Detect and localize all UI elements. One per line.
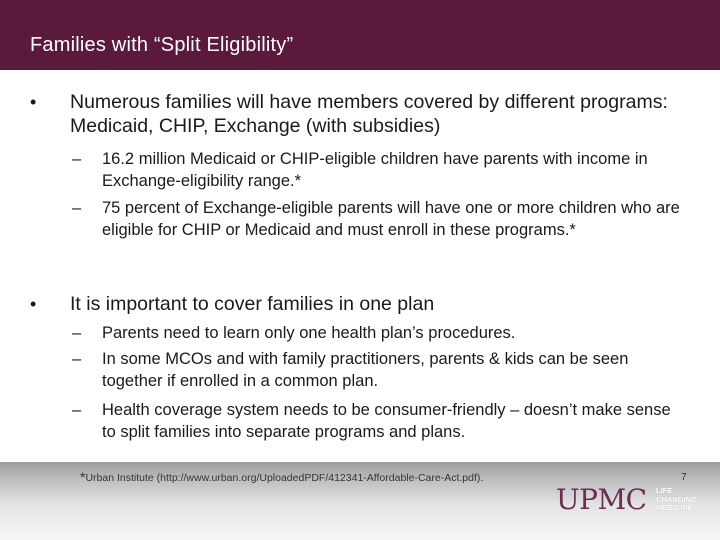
footnote-marker: *: [80, 469, 86, 485]
sub-bullet-text: Parents need to learn only one health plan’s procedures.: [102, 324, 516, 342]
sub-bullet-marker: –: [72, 401, 82, 419]
bullet-text: Numerous families will have members covered by different programs: Medicaid, CHIP, Exchange (with subsidies): [70, 91, 668, 137]
upmc-logo: [556, 484, 706, 516]
footnote-text: Urban Institute (http://www.urban.org/UploadedPDF/412341-Affordable-Care-Act.pdf).: [85, 472, 484, 484]
slide-title: Families with “Split Eligibility”: [30, 34, 294, 56]
page-number: 7: [681, 472, 687, 483]
sub-bullet-marker: –: [72, 150, 82, 168]
sub-bullet-text: Health coverage system needs to be consumer-friendly – doesn’t make sense to split families into separate programs and plans.: [102, 401, 671, 441]
bullet-text: It is important to cover families in one plan: [70, 293, 435, 315]
logo-tagline: LIFE CHANGING MEDICINE: [656, 486, 697, 512]
sub-bullet-marker: –: [72, 199, 82, 217]
sub-bullet-text: In some MCOs and with family practitioners, parents & kids can be seen together if enrolled in a common plan.: [102, 350, 629, 390]
logo-wordmark: UPMC: [556, 483, 647, 516]
bullet-marker: •: [30, 294, 37, 314]
sub-bullet-marker: –: [72, 350, 82, 368]
bullet-marker: •: [30, 92, 37, 112]
sub-bullet-marker: –: [72, 324, 82, 342]
footnote: [80, 468, 483, 484]
sub-bullet-text: 75 percent of Exchange-eligible parents will have one or more children who are eligible for CHIP or Medicaid and must enroll in these programs.*: [102, 199, 680, 239]
sub-bullet-text: 16.2 million Medicaid or CHIP-eligible children have parents with income in Exchange-eligibility range.*: [102, 150, 648, 190]
